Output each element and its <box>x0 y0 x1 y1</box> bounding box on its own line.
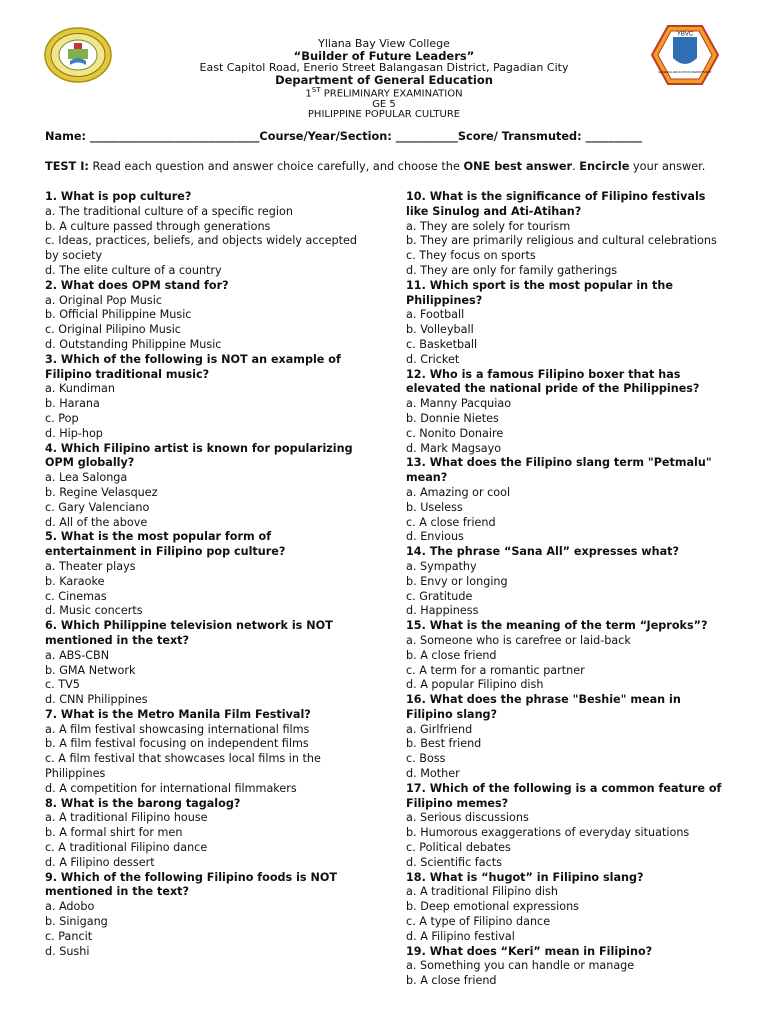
answer-option[interactable]: d. Mother <box>406 767 460 781</box>
answer-option[interactable]: c. Political debates <box>406 841 511 855</box>
answer-option[interactable]: c. Basketball <box>406 337 478 351</box>
answer-option[interactable]: c. A close friend <box>406 515 496 529</box>
answer-option[interactable]: a. Amazing or cool <box>406 485 511 499</box>
answer-option[interactable]: a. Original Pop Music <box>45 293 162 307</box>
question-block <box>406 945 728 989</box>
answer-option[interactable]: b. Useless <box>406 500 463 514</box>
question-block <box>45 708 365 797</box>
answer-option[interactable]: c. Cinemas <box>45 589 107 603</box>
question-text: 15. What is the meaning of the term “Jeproks”? <box>406 619 708 633</box>
answer-option[interactable]: a. Someone who is carefree or laid-back <box>406 633 631 647</box>
answer-option[interactable]: a. Girlfriend <box>406 722 473 736</box>
answer-option[interactable]: b. Best friend <box>406 737 482 751</box>
answer-option[interactable]: c. They focus on sports <box>406 249 536 263</box>
question-block <box>406 456 728 545</box>
answer-option[interactable]: a. ABS-CBN <box>45 648 110 662</box>
answer-option[interactable]: d. Hip-hop <box>45 426 103 440</box>
answer-option[interactable]: c. Pop <box>45 411 79 425</box>
answer-option[interactable]: b. Official Philippine Music <box>45 308 192 322</box>
answer-option[interactable]: d. They are only for family gatherings <box>406 263 618 277</box>
college-name: Yllana Bay View College <box>318 37 450 50</box>
answer-option[interactable]: b. A close friend <box>406 648 497 662</box>
answer-option[interactable]: c. Nonito Donaire <box>406 426 504 440</box>
answer-option[interactable]: c. A type of Filipino dance <box>406 915 551 929</box>
question-text: 18. What is “hugot” in Filipino slang? <box>406 870 644 884</box>
answer-option[interactable]: d. CNN Philippines <box>45 693 148 707</box>
answer-option[interactable]: d. The elite culture of a country <box>45 263 222 277</box>
question-text: 11. Which sport is the most popular in the Philippines? <box>406 278 673 307</box>
answer-option[interactable]: d. Outstanding Philippine Music <box>45 337 222 351</box>
answer-option[interactable]: b. Deep emotional expressions <box>406 900 580 914</box>
question-block <box>45 353 365 442</box>
answer-option[interactable]: b. Regine Velasquez <box>45 485 158 499</box>
answer-option[interactable]: d. A Filipino festival <box>406 929 515 943</box>
answer-option[interactable]: d. Sushi <box>45 944 90 958</box>
answer-option[interactable]: c. TV5 <box>45 678 80 692</box>
question-text: 8. What is the barong tagalog? <box>45 796 241 810</box>
question-text: 6. Which Philippine television network is NOT mentioned in the text? <box>45 619 333 647</box>
answer-option[interactable]: b. Karaoke <box>45 574 105 588</box>
question-text: 12. Who is a famous Filipino boxer that has elevated the national pride of the Philippines? <box>406 367 700 396</box>
exam-header <box>150 38 618 121</box>
course-code: GE 5 <box>372 98 396 110</box>
answer-option[interactable]: c. A film festival that showcases local films in the Philippines <box>45 752 321 781</box>
question-text: 9. Which of the following Filipino foods is NOT mentioned in the text? <box>45 870 337 899</box>
questions-left-column <box>45 190 365 959</box>
answer-option[interactable]: a. A traditional Filipino dish <box>406 885 558 899</box>
answer-option[interactable]: c. Ideas, practices, beliefs, and objects widely accepted by society <box>45 234 357 263</box>
question-block <box>45 442 365 531</box>
college-motto: “Builder of Future Leaders” <box>293 48 475 63</box>
question-text: 16. What does the phrase "Beshie" mean in Filipino slang? <box>406 693 681 721</box>
question-block <box>406 871 728 945</box>
answer-option[interactable]: d. Scientific facts <box>406 855 502 869</box>
question-block <box>45 871 365 960</box>
student-info-row: Name: ______________________________Course/Year/Section: ___________Score/ Transmuted: __________ <box>45 130 643 143</box>
question-text: 13. What does the Filipino slang term "Petmalu" mean? <box>406 456 712 485</box>
question-text: 3. Which of the following is NOT an example of Filipino traditional music? <box>45 352 341 381</box>
question-block <box>406 619 728 693</box>
answer-option[interactable]: a. The traditional culture of a specific region <box>45 204 293 218</box>
answer-option[interactable]: a. Lea Salonga <box>45 471 128 485</box>
answer-option[interactable]: a. Theater plays <box>45 559 136 573</box>
question-block <box>406 279 728 368</box>
answer-option[interactable]: a. A film festival showcasing international films <box>45 722 310 736</box>
answer-option[interactable]: c. Gary Valenciano <box>45 500 150 514</box>
department-name: Department of General Education <box>275 73 493 88</box>
answer-option[interactable]: a. Something you can handle or manage <box>406 959 635 973</box>
answer-option[interactable]: a. Serious discussions <box>406 811 529 825</box>
answer-option[interactable]: b. A culture passed through generations <box>45 219 271 233</box>
answer-option[interactable]: c. Gratitude <box>406 589 473 603</box>
answer-option[interactable]: a. They are solely for tourism <box>406 219 571 233</box>
answer-option[interactable]: b. They are primarily religious and cultural celebrations <box>406 234 717 248</box>
ybvc-shield-logo <box>650 24 720 86</box>
question-text: 19. What does “Keri” mean in Filipino? <box>406 944 653 958</box>
question-text: 10. What is the significance of Filipino festivals like Sinulog and Ati-Atihan? <box>406 190 706 218</box>
college-seal-logo <box>44 27 112 83</box>
question-text: 5. What is the most popular form of entertainment in Filipino pop culture? <box>45 530 286 559</box>
question-text: 2. What does OPM stand for? <box>45 278 229 292</box>
answer-option[interactable]: c. Pancit <box>45 929 93 943</box>
question-block <box>406 190 728 279</box>
answer-option[interactable]: a. A traditional Filipino house <box>45 811 208 825</box>
test-instructions: TEST I: Read each question and answer choice carefully, and choose the ONE best answer. Encircle your answer. <box>45 160 706 173</box>
question-block <box>406 368 728 457</box>
question-text: 7. What is the Metro Manila Film Festival? <box>45 707 311 721</box>
question-text: 1. What is pop culture? <box>45 190 192 203</box>
question-block <box>406 782 728 871</box>
answer-option[interactable]: d. A popular Filipino dish <box>406 678 544 692</box>
question-block <box>406 693 728 782</box>
answer-option[interactable]: a. Sympathy <box>406 559 477 573</box>
answer-option[interactable]: b. Envy or longing <box>406 574 508 588</box>
test-label: TEST I: <box>45 160 89 173</box>
answer-option[interactable]: d. Happiness <box>406 604 479 618</box>
answer-option[interactable]: a. Adobo <box>45 900 95 914</box>
answer-option[interactable]: a. Manny Pacquiao <box>406 397 512 411</box>
question-block <box>45 797 365 871</box>
question-text: 17. Which of the following is a common feature of Filipino memes? <box>406 781 722 810</box>
college-address: East Capitol Road, Enerio Street Balangasan District, Pagadian City <box>199 61 569 75</box>
ybvc-logo-subtext: GENERAL EDUCATION DEPARTMENT <box>658 70 712 74</box>
answer-option[interactable]: d. A competition for international filmmakers <box>45 781 297 795</box>
answer-option[interactable]: b. A close friend <box>406 974 497 988</box>
question-block <box>45 530 365 619</box>
question-block <box>45 279 365 353</box>
answer-option[interactable]: b. Harana <box>45 397 100 411</box>
question-block <box>45 190 365 279</box>
answer-option[interactable]: d. Envious <box>406 530 464 544</box>
answer-option[interactable]: a. Football <box>406 308 465 322</box>
answer-option[interactable]: b. Sinigang <box>45 915 108 929</box>
answer-option[interactable]: b. A formal shirt for men <box>45 826 183 840</box>
answer-option[interactable]: c. A term for a romantic partner <box>406 663 585 677</box>
answer-option[interactable]: c. Original Pilipino Music <box>45 323 181 337</box>
answer-option[interactable]: b. A film festival focusing on independent films <box>45 737 309 751</box>
question-block <box>45 619 365 708</box>
answer-option[interactable]: b. Donnie Nietes <box>406 411 499 425</box>
answer-option[interactable]: b. GMA Network <box>45 663 136 677</box>
question-text: 14. The phrase “Sana All” expresses what? <box>406 545 679 559</box>
answer-option[interactable]: d. Mark Magsayo <box>406 441 502 455</box>
answer-option[interactable]: b. Volleyball <box>406 323 474 337</box>
ybvc-logo-text: YBVC <box>676 31 694 38</box>
answer-option[interactable]: d. Music concerts <box>45 604 143 618</box>
answer-option[interactable]: c. A traditional Filipino dance <box>45 841 208 855</box>
answer-option[interactable]: a. Kundiman <box>45 382 115 396</box>
course-title: PHILIPPINE POPULAR CULTURE <box>307 109 461 121</box>
question-text: 4. Which Filipino artist is known for popularizing OPM globally? <box>45 441 353 470</box>
answer-option[interactable]: d. Cricket <box>406 352 460 366</box>
questions-right-column <box>406 190 728 989</box>
answer-option[interactable]: c. Boss <box>406 752 446 766</box>
exam-title: 1ST PRELIMINARY EXAMINATION <box>305 85 463 99</box>
question-block <box>406 545 728 619</box>
answer-option[interactable]: d. All of the above <box>45 515 148 529</box>
answer-option[interactable]: b. Humorous exaggerations of everyday situations <box>406 826 690 840</box>
answer-option[interactable]: d. A Filipino dessert <box>45 855 155 869</box>
